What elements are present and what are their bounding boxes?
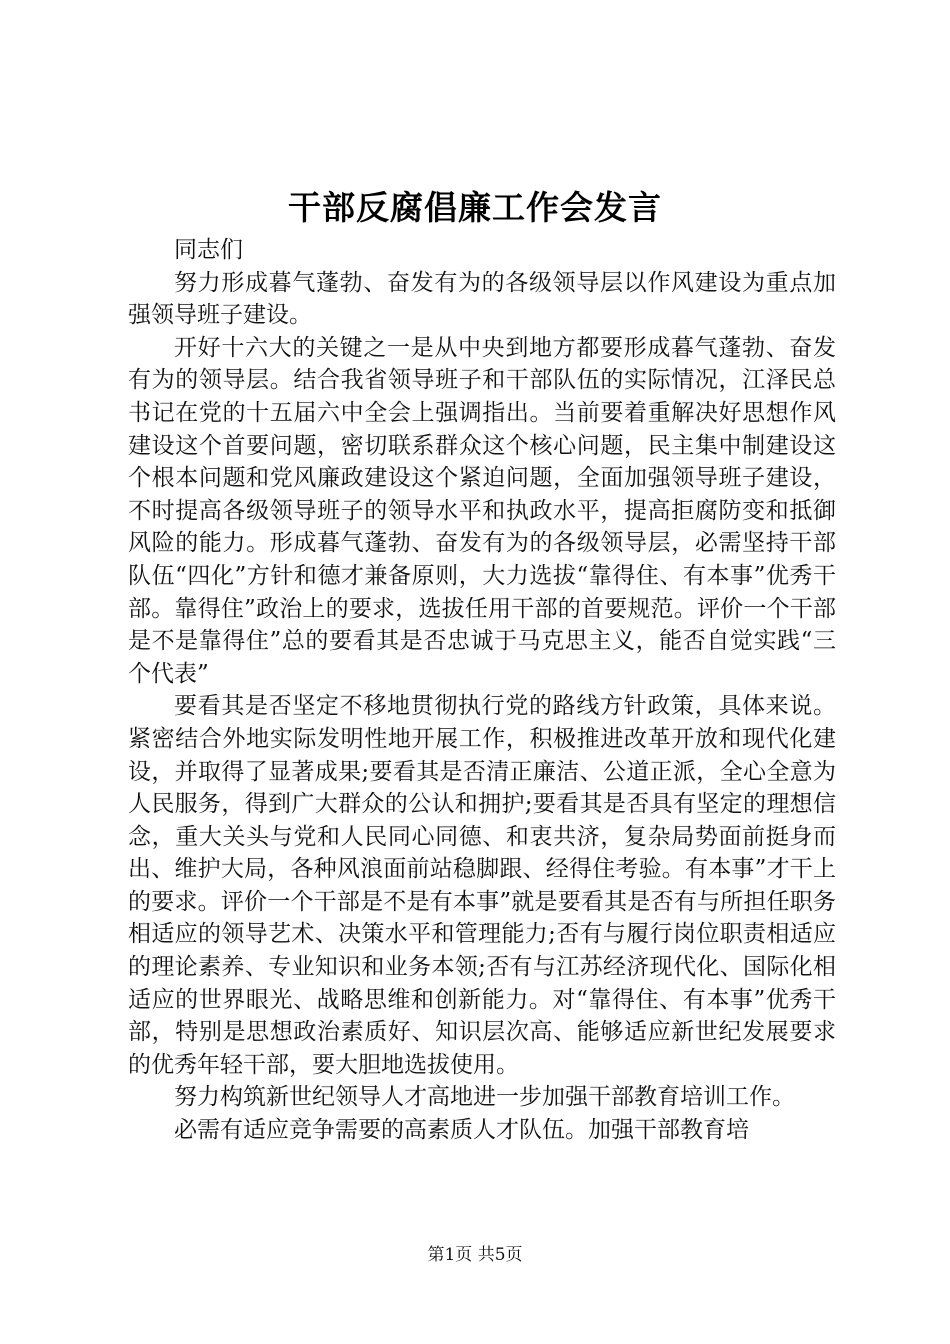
page-footer: 第1页 共5页 [427, 1245, 523, 1265]
paragraph: 必需有适应竞争需要的高素质人才队伍。加强干部教育培 [174, 1117, 749, 1144]
paragraph-salutation: 同志们 [174, 237, 243, 263]
document-title: 干部反腐倡廉工作会发言 [288, 188, 662, 227]
paragraph: 开好十六大的关键之一是从中央到地方都要形成暮气蓬勃、奋发有为的领导层。结合我省领导班子和干部队伍的实际情况，江泽民总书记在党的十五届六中全会上强调指出。当前要着重解决好思想作风建设这个首要问题，密切联系群众这个核心问题，民主集中制建设这个根本问题和党风廉政建设这个紧迫问题，全面加强领导班子建设，不时提高各级领导班子的领导水平和执政水平，提高拒腐防变和抵御风险的能力。形成暮气蓬勃、奋发有为的各级领导层，必需坚持干部队伍“四化”方针和德才兼备原则，大力选拔“靠得住、有本事”优秀干部。靠得住”政治上的要求，选拔任用干部的首要规范。评价一个干部是不是靠得住”总的要看其是否忠诚于马克思主义，能否自觉实践“三个代表” [128, 334, 836, 687]
document-body [128, 234, 836, 1147]
paragraph: 努力构筑新世纪领导人才高地进一步加强干部教育培训工作。 [174, 1084, 795, 1111]
paragraph: 努力形成暮气蓬勃、奋发有为的各级领导层以作风建设为重点加强领导班子建设。 [128, 269, 836, 329]
paragraph: 要看其是否坚定不移地贯彻执行党的路线方针政策，具体来说。紧密结合外地实际发明性地开展工作，积极推进改革开放和现代化建设，并取得了显著成果;要看其是否清正廉洁、公道正派，全心全意为人民服务，得到广大群众的公认和拥护;要看其是否具有坚定的理想信念，重大关头与党和人民同心同德、和衷共济，复杂局势面前挺身而出、维护大局，各种风浪面前站稳脚跟、经得住考验。有本事”才干上的要求。评价一个干部是不是有本事”就是要看其是否有与所担任职务相适应的领导艺术、决策水平和管理能力;否有与履行岗位职责相适应的理论素养、专业知识和业务本领;否有与江苏经济现代化、国际化相适应的世界眼光、战略思维和创新能力。对“靠得住、有本事”优秀干部，特别是思想政治素质好、知识层次高、能够适应新世纪发展要求的优秀年轻干部，要大胆地选拔使用。 [128, 693, 836, 1078]
